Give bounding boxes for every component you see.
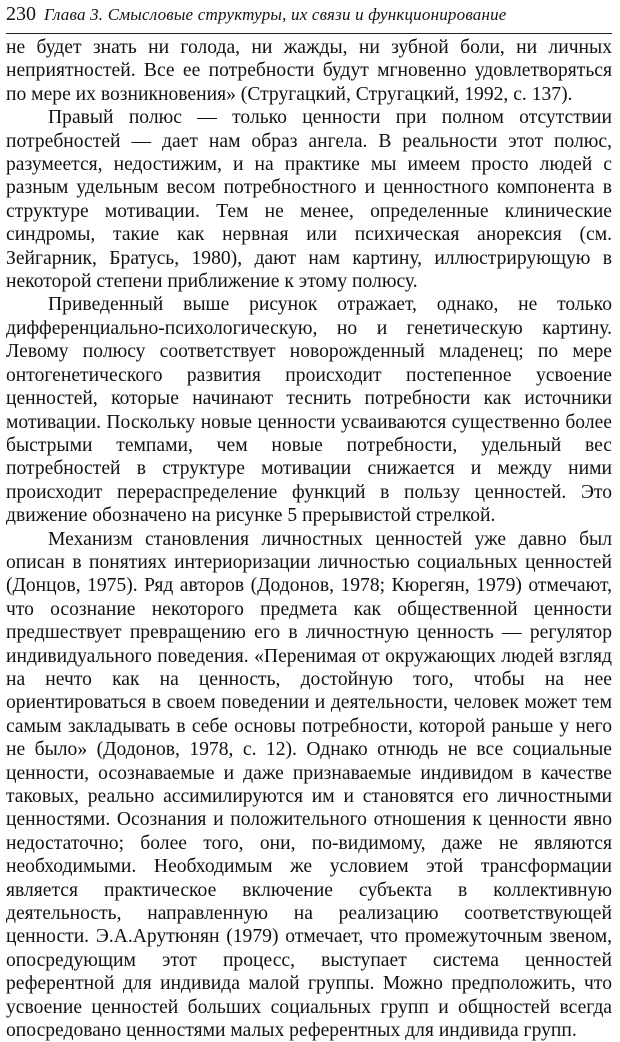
body-text (6, 36, 612, 1042)
paragraph: Механизм становления личностных ценностей уже давно был описан в понятиях интериоризации личностью социальных ценностей (Донцов, 1975). Ряд авторов (Додонов, 1978; Кюрегян, 1979) отмечают, что осознание некоторого предмета как общественной ценности предшествует превращению его в личностную ценность — регулятор индивидуального поведения. «Перенимая от окружающих людей взгляд на нечто как на ценность, достойную того, чтобы на нее ориентироваться в своем поведении и деятельности, человек может тем самым закладывать в себе основы потребности, которой раньше у него не было» (Додонов, 1978, с. 12). Однако отнюдь не все социальные ценности, осознаваемые и даже признаваемые индивидом в качестве таковых, реально ассимилируются им и становятся его личностными ценностями. Осознания и положительного отношения к ценности явно недостаточно; более того, они, по-видимому, даже не являются необходимыми. Необходимым же условием этой трансформации является практическое включение субъекта в коллективную деятельность, направленную на реализацию соответствующей ценности. Э.А.Арутюнян (1979) отмечает, что промежуточным звеном, опосредующим этот процесс, выступает система ценностей референтной для индивида малой группы. Можно предположить, что усвоение ценностей больших социальных групп и общностей всегда опосредовано ценностями малых референтных для индивида групп. (6, 528, 612, 1042)
page-header (6, 3, 612, 34)
paragraph: Правый полюс — только ценности при полном отсутствии потребностей — дает нам образ ангела. В реальности этот полюс, разумеется, недостижим, и на практике мы имеем просто людей с разным удельным весом потребностного и ценностного компонента в структуре мотивации. Тем не менее, определенные клинические синдромы, такие как нервная или психическая анорексия (см. Зейгарник, Братусь, 1980), дают нам картину, иллюстрирующую в некоторой степени приближение к этому полюсу. (6, 107, 612, 293)
paragraph: Приведенный выше рисунок отражает, однако, не только дифференциально-психологическую, но и генетическую картину. Левому полюсу соответствует новорожденный младенец; по мере онтогенетического развития происходит постепенное усвоение ценностей, которые начинают теснить потребности как источники мотивации. Поскольку новые ценности усваиваются существенно более быстрыми темпами, чем новые потребности, удельный вес потребностей в структуре мотивации снижается и между ними происходит перераспределение функций в пользу ценностей. Это движение обозначено на рисунке 5 прерывистой стрелкой. (6, 294, 612, 527)
running-head: Глава 3. Смысловые структуры, их связи и функционирование (44, 5, 507, 24)
paragraph-continued: не будет знать ни голода, ни жажды, ни зубной боли, ни личных неприятностей. Все ее потребности будут мгновенно удовлетворяться по мере их возникновения» (Стругацкий, Стругацкий, 1992, с. 137). (6, 37, 612, 105)
page-number: 230 (6, 3, 36, 25)
